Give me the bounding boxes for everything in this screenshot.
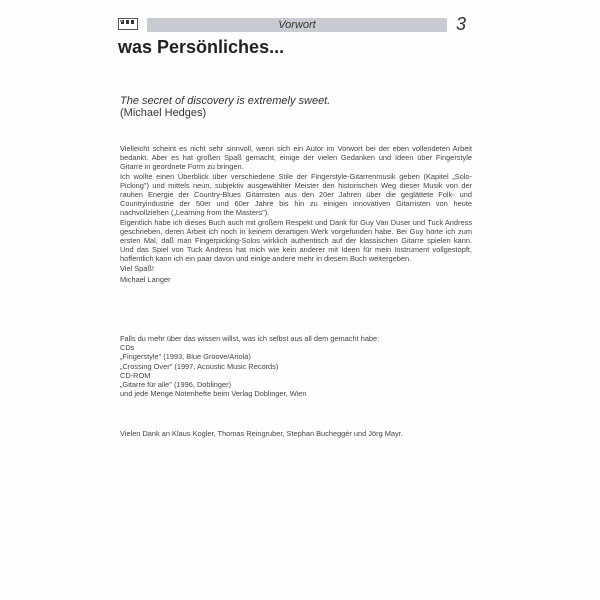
paragraph: Vielleicht scheint es nicht sehr sinnvoll, wenn sich ein Autor im Vorwort bei der eben vollendeten Arbeit bedankt. Aber es hat großen Spaß gemacht, einige der vielen Gedanken und Ideen über Fingerstyle Gitarre in geordnete Form zu bringen. (120, 144, 472, 172)
body-text (120, 144, 472, 273)
section-title: Vorwort (278, 19, 316, 31)
epigraph-author: (Michael Hedges) (120, 107, 207, 119)
info-line: CD-ROM (120, 370, 151, 380)
page-heading: was Persönliches... (118, 37, 285, 57)
page-number: 3 (456, 14, 467, 34)
section-header-bar (147, 18, 447, 32)
signature: Michael Langer (120, 275, 171, 284)
info-line: „Gitarre für alle" (1996, Doblinger) (120, 380, 232, 390)
info-line: Falls du mehr über das wissen willst, was ich selbst aus all dem gemacht habe: (120, 334, 380, 343)
epigraph (120, 95, 330, 119)
info-line: „Fingerstyle" (1993, Blue Groove/Ariola) (120, 352, 251, 362)
info-line: „Crossing Over" (1997, Acoustic Music Records) (120, 361, 279, 371)
paragraph: Eigentlich habe ich dieses Buch auch mit großem Respekt und Dank für Guy Van Duser und Tuck Andress geschrieben, deren Arbeit ich noch in keinem derartigen Werk vorgefunden habe. Bei Guy hörte ich zum ersten Mal, daß man Fingerpicking-Solos wirklich authentisch auf der klassischen Gitarre spielen kann. Und das Spiel von Tuck Andress hat mich wie kein anderer mit Ideen für mein Instrument vollgestopft, hoffentlich kann ich ein paar davon und einige andere mehr in diesem Buch weitergeben. (120, 217, 472, 264)
epigraph-text: The secret of discovery is extremely sweet. (120, 95, 331, 107)
publisher-logo-icon (118, 18, 138, 30)
info-line: und jede Menge Notenhefte beim Verlag Doblinger, Wien (120, 389, 307, 399)
paragraph: Ich wollte einen Überblick über verschiedene Stile der Fingerstyle-Gitarrenmusik geben (Kapitel „Solo-Picking") und mittels neun, subjektiv ausgewählter Meister den historischen Weg dieser Musik von der rauhen Energie der Country-Blues Gitarristen aus den 20er Jahren über die geglättete Folk- und Countryindustrie der 50er und 60er Jahre bis hin zu einigen innovativen Gitarristen von heute nachvollziehen („Learning from the Masters"). (120, 171, 472, 218)
acknowledgements: Vielen Dank an Klaus Kogler, Thomas Reingruber, Stephan Bucheggér und Jörg Mayr. (120, 429, 403, 438)
info-line: CDs (120, 343, 135, 353)
discography (120, 334, 379, 398)
paragraph: Viel Spaß! (120, 263, 154, 273)
